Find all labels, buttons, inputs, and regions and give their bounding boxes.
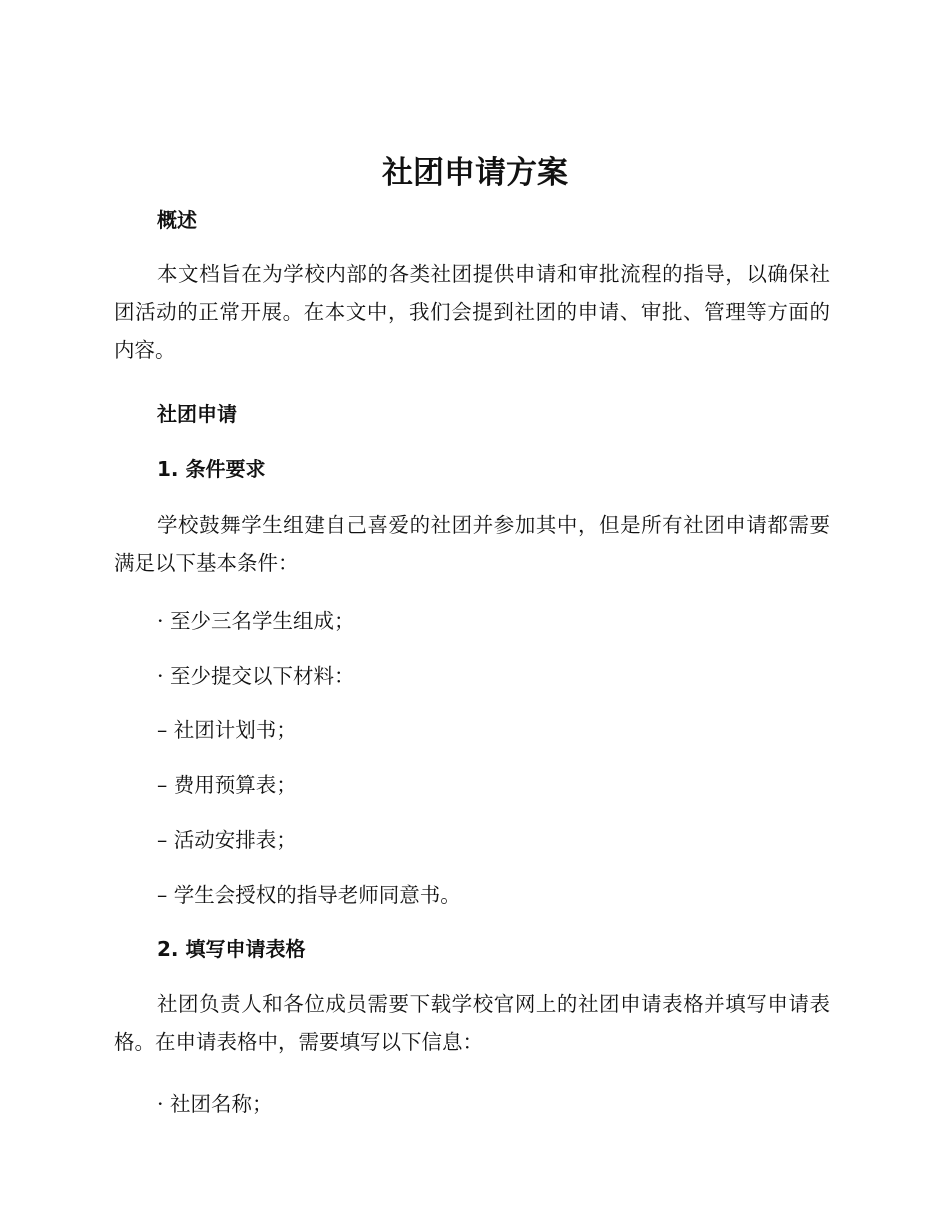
list-item: – 费用预算表； bbox=[157, 773, 297, 797]
overview-heading: 概述 bbox=[157, 208, 197, 232]
form-heading: 2. 填写申请表格 bbox=[157, 937, 306, 961]
conditions-paragraph: 学校鼓舞学生组建自己喜爱的社团并参加其中，但是所有社团申请都需要满足以下基本条件： bbox=[114, 513, 830, 575]
form-paragraph: 社团负责人和各位成员需要下载学校官网上的社团申请表格并填写申请表格。在申请表格中，需要填写以下信息： bbox=[114, 992, 830, 1054]
list-item: · 至少三名学生组成； bbox=[157, 609, 355, 633]
list-item: · 至少提交以下材料： bbox=[157, 664, 355, 688]
list-item: – 活动安排表； bbox=[157, 828, 297, 852]
conditions-heading: 1. 条件要求 bbox=[157, 457, 266, 481]
application-heading: 社团申请 bbox=[157, 402, 237, 426]
document-title: 社团申请方案 bbox=[382, 155, 568, 191]
list-item: – 社团计划书； bbox=[157, 718, 297, 742]
list-item: · 社团名称； bbox=[157, 1092, 273, 1116]
list-item: – 学生会授权的指导老师同意书。 bbox=[157, 883, 461, 907]
overview-paragraph: 本文档旨在为学校内部的各类社团提供申请和审批流程的指导，以确保社团活动的正常开展。在本文中，我们会提到社团的申请、审批、管理等方面的内容。 bbox=[114, 262, 830, 362]
